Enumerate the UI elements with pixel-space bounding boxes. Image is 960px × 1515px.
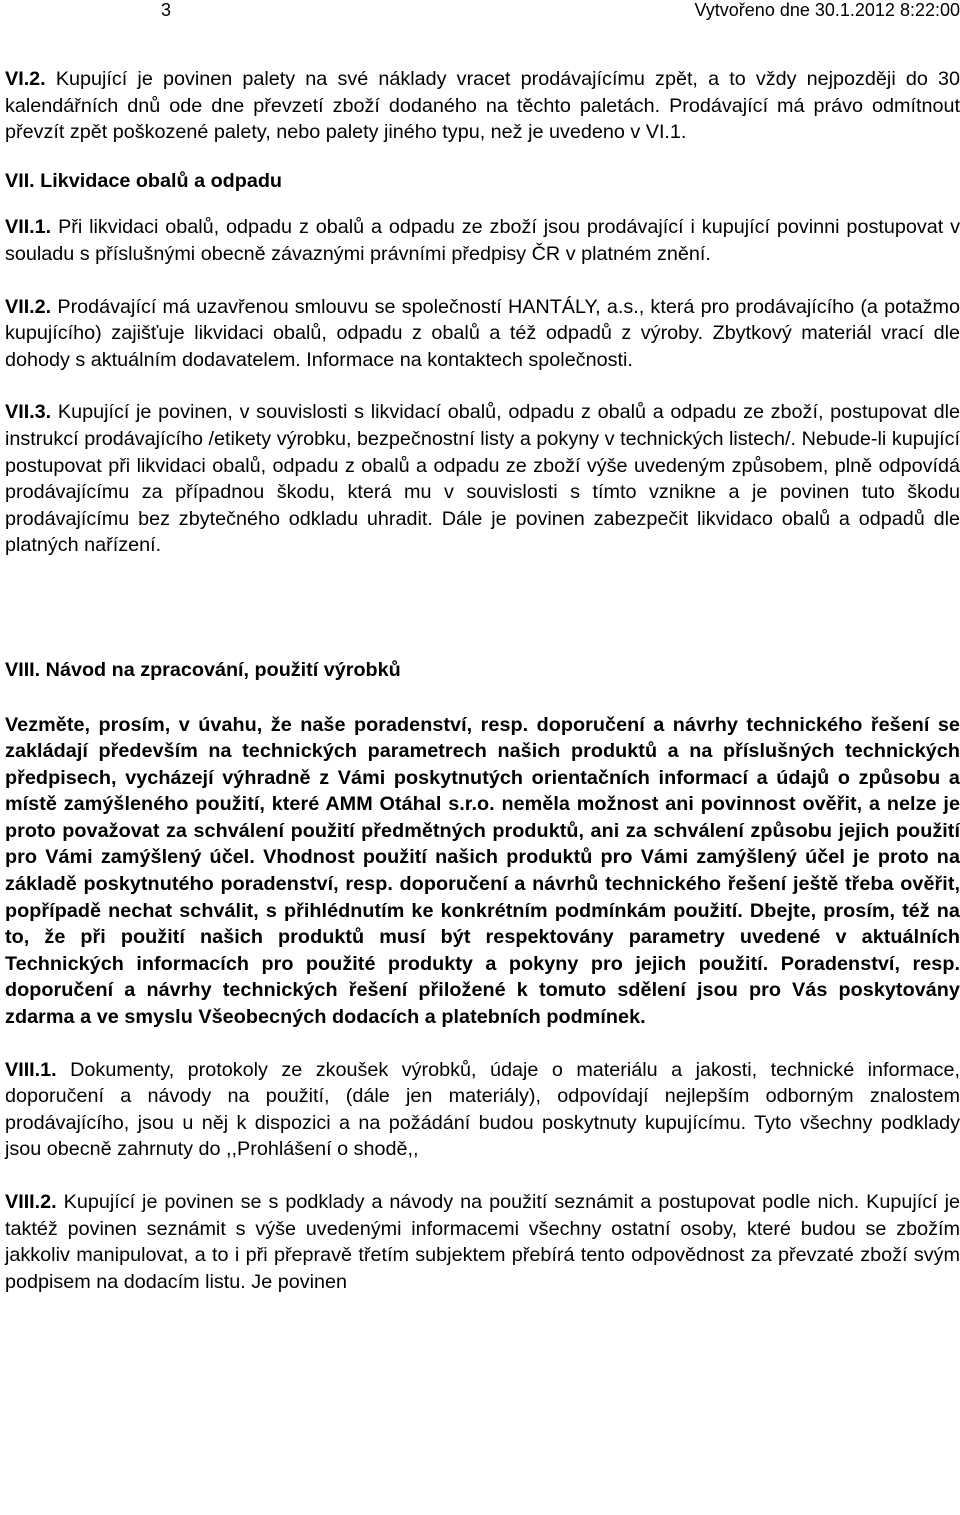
created-date: Vytvořeno dne 30.1.2012 8:22:00 — [694, 0, 960, 20]
paragraph-vii-3 — [5, 399, 960, 559]
paragraph-viii-1 — [5, 1057, 960, 1163]
paragraph-number: VIII.1. — [5, 1058, 57, 1081]
paragraph-vii-1 — [5, 214, 960, 267]
section-heading-vii: VII. Likvidace obalů a odpadu — [5, 169, 282, 192]
paragraph-viii-2 — [5, 1189, 960, 1295]
paragraph-number: VII.1. — [5, 216, 52, 239]
paragraph-number: VIII.2. — [5, 1191, 57, 1213]
paragraph-text: Kupující je povinen se s podklady a návody na použití seznámit a postupovat podle nich. Kupující je taktéž povinen seznámit s výše uvedenými informacemi všechny ostatní osoby, které budou se zbožím jakkoliv manipulovat, a to i při přepravě třetím subjektem přebírá tento odpovědnost za převzaté zboží svým podpisem na dodacím listu. Je povinen — [5, 1191, 960, 1293]
paragraph-text: Kupující je povinen palety na své náklady vracet prodávajícímu zpět, a to vždy nejpozději do 30 kalendářních dnů ode dne převzetí zboží dodaného na těchto paletách. Prodávající má právo odmítnout převzít zpět poškozené palety, nebo palety jiného typu, než je uvedeno v VI.1. — [5, 68, 960, 144]
paragraph-vii-2 — [5, 294, 960, 374]
paragraph-text: Prodávající má uzavřenou smlouvu se společností HANTÁLY, a.s., která pro prodávajícího (a potažmo kupujícího) zajišťuje likvidaci obalů, odpadu z obalů a též odpadů z výroby. Zbytkový materiál vrací dle dohody s aktuálním dodavatelem. Informace na kontaktech společnosti. — [5, 295, 960, 371]
paragraph-text: Dokumenty, protokoly ze zkoušek výrobků, údaje o materiálu a jakosti, technické informace, doporučení a návody na použití, (dále jen materiály), odpovídají nejlepším odborným znalostem prodávajícího, jsou u něj k dispozici a na požádání budou poskytnuty kupujícímu. Tyto všechny podklady jsou obecně zahrnuty do ,,Prohlášení o shodě,, — [5, 1058, 960, 1161]
page-header — [0, 0, 960, 28]
document-body — [5, 66, 960, 1295]
paragraph-number: VII.2. — [5, 295, 52, 318]
paragraph-vi-2 — [5, 66, 960, 146]
page-number: 3 — [161, 0, 172, 20]
paragraph-number: VII.3. — [5, 401, 52, 424]
paragraph-text: Kupující je povinen, v souvislosti s likvidací obalů, odpadu z obalů a odpadu ze zboží, postupovat dle instrukcí prodávajícího /etikety výrobku, bezpečnostní listy a pokyny v technických listech/. Nebude-li kupující postupovat při likvidaci obalů, odpadu z obalů a odpadu ze zboží výše uvedeným způsobem, plně odpovídá prodávajícímu za případnou škodu, která mu v souvislosti s tímto vznikne a je povinen tuto škodu prodávajícímu bez zbytečného odkladu uhradit. Dále je povinen zabezpečit likvidaco obalů a odpadů dle platných nařízení. — [5, 401, 960, 557]
paragraph-text: Při likvidaci obalů, odpadu z obalů a odpadu ze zboží jsou prodávající i kupující povinni postupovat v souladu s příslušnými obecně závaznými právními předpisy ČR v platném znění. — [5, 216, 960, 265]
disclaimer-paragraph: Vezměte, prosím, v úvahu, že naše poradenství, resp. doporučení a návrhy technického řešení se zakládají především na technických parametrech našich produktů a na příslušných technických předpisech, vycházejí výhradně z Vámi poskytnutých orientačních informací a údajů o způsobu a místě zamýšleného použití, které AMM Otáhal s.r.o. neměla možnost ani povinnost ověřit, a nelze je proto považovat za schválení použití předmětných produktů, ani za schválení způsobu jejich použití pro Vámi zamýšlený účel. Vhodnost použití našich produktů pro Vámi zamýšlený účel je proto na základě poskytnutého poradenství, resp. doporučení a návrhů technického řešení ještě třeba ověřit, popřípadě nechat schválit, s přihlédnutím ke konkrétním podmínkám použití. Dbejte, prosím, též na to, že při použití našich produktů musí být respektovány parametry uvedené v aktuálních Technických informacích pro použité produkty a pokyny pro jejich použití. Poradenství, resp. doporučení a návrhy technických řešení přiložené k tomuto sdělení jsou pro Vás poskytovány zdarma a ve smyslu Všeobecných dodacích a platebních podmínek. — [5, 713, 960, 1029]
section-heading-viii: VIII. Návod na zpracování, použití výrobků — [5, 658, 401, 681]
paragraph-number: VI.2. — [5, 68, 46, 90]
